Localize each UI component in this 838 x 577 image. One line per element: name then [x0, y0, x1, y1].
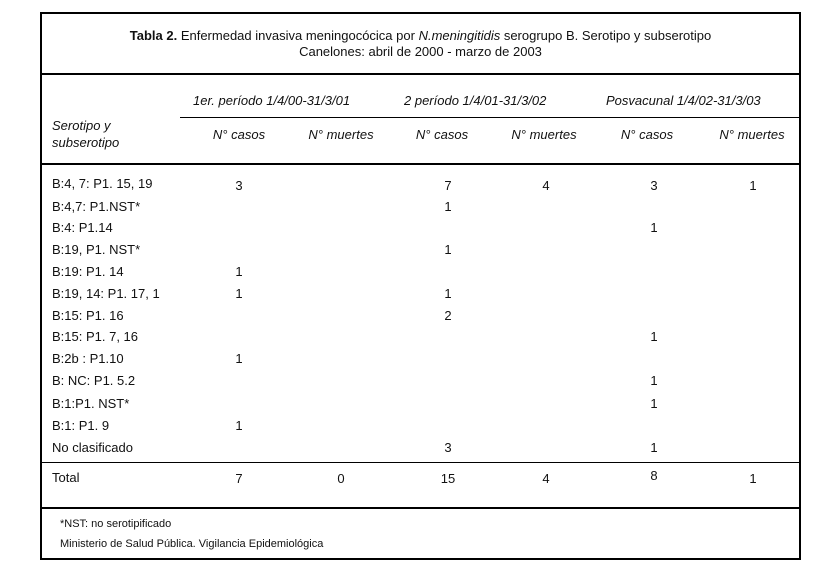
total-cell: 0	[337, 471, 345, 486]
table-cell: 3	[650, 178, 658, 193]
row-header-line1: Serotipo y	[52, 118, 111, 133]
table-subtitle: Canelones: abril de 2000 - marzo de 2003	[299, 44, 542, 59]
total-cell: 8	[650, 468, 658, 483]
table-cell: 1	[235, 351, 243, 366]
row-label: B:15: P1. 7, 16	[52, 329, 139, 344]
table-cell: 1	[235, 286, 243, 301]
table-cell: 1	[235, 264, 243, 279]
title-organism: N.meningitidis	[418, 28, 501, 43]
subheader-casos-1: N° casos	[212, 127, 266, 142]
row-label: B:1: P1. 9	[52, 418, 110, 433]
footer-divider	[40, 507, 801, 509]
title-divider	[40, 73, 801, 75]
row-label: B:15: P1. 16	[52, 308, 124, 323]
row-label: B:19, 14: P1. 17, 1	[52, 286, 160, 301]
table-cell: 1	[235, 418, 243, 433]
table-cell: 1	[749, 178, 757, 193]
total-divider	[40, 462, 801, 463]
row-label: B: NC: P1. 5.2	[52, 373, 136, 388]
row-label: B:4, 7: P1. 15, 19	[52, 176, 153, 191]
table-cell: 1	[444, 242, 452, 257]
table-cell: 1	[650, 440, 658, 455]
total-cell: 1	[749, 471, 757, 486]
title-text-1: Enfermedad invasiva meningocócica por	[177, 28, 419, 43]
subheader-muertes-3: N° muertes	[719, 127, 785, 142]
row-label: No clasificado	[52, 440, 133, 455]
table-cell: 3	[444, 440, 452, 455]
row-label: B:19: P1. 14	[52, 264, 124, 279]
table-cell: 2	[444, 308, 452, 323]
total-cell: 7	[235, 471, 243, 486]
period-header-1: 1er. período 1/4/00-31/3/01	[193, 93, 351, 108]
table-cell: 1	[650, 373, 658, 388]
total-label: Total	[52, 470, 80, 485]
subheader-casos-3: N° casos	[620, 127, 674, 142]
row-label: B:2b : P1.10	[52, 351, 124, 366]
period-header-2: 2 período 1/4/01-31/3/02	[404, 93, 547, 108]
header-divider	[40, 163, 801, 165]
footnote-source: Ministerio de Salud Pública. Vigilancia Epidemiológica	[60, 538, 324, 550]
table-title	[40, 28, 801, 43]
table-number: Tabla 2.	[129, 28, 178, 43]
table-cell: 3	[235, 178, 243, 193]
subheader-muertes-1: N° muertes	[308, 127, 374, 142]
table-cell: 4	[542, 178, 550, 193]
table-cell: 1	[650, 396, 658, 411]
row-label: B:4: P1.14	[52, 220, 113, 235]
period-divider	[180, 117, 801, 118]
row-header-line2: subserotipo	[52, 135, 120, 150]
row-label: B:19, P1. NST*	[52, 242, 141, 257]
subheader-casos-2: N° casos	[415, 127, 469, 142]
footnote-nst: *NST: no serotipificado	[60, 518, 172, 530]
table-cell: 1	[650, 220, 658, 235]
table-cell: 7	[444, 178, 452, 193]
total-cell: 4	[542, 471, 550, 486]
subheader-muertes-2: N° muertes	[511, 127, 577, 142]
row-label: B:1:P1. NST*	[52, 396, 130, 411]
table-cell: 1	[650, 329, 658, 344]
period-header-3: Posvacunal 1/4/02-31/3/03	[606, 93, 761, 108]
table-cell: 1	[444, 286, 452, 301]
title-text-2: serogrupo B. Serotipo y subserotipo	[500, 28, 712, 43]
total-cell: 15	[440, 471, 456, 486]
row-label: B:4,7: P1.NST*	[52, 199, 141, 214]
table-cell: 1	[444, 199, 452, 214]
